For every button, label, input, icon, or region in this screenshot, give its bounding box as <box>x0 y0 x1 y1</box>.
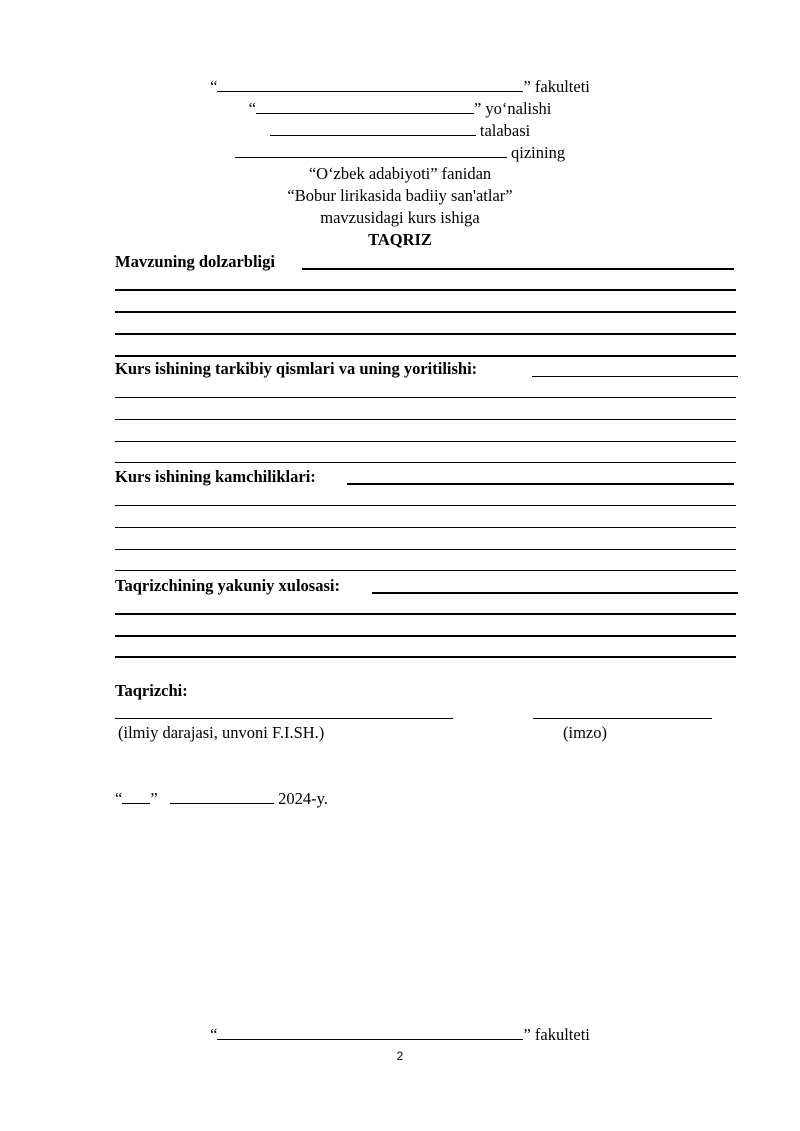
reviewer-label: Taqrizchi: <box>115 681 188 700</box>
month-blank <box>170 789 274 804</box>
section-relevance-line <box>115 333 736 335</box>
day-blank <box>122 789 150 804</box>
student-blank <box>270 121 476 136</box>
subject-line: “O‘zbek adabiyoti” fanidan <box>308 164 492 183</box>
reviewer-signature-line <box>533 718 712 719</box>
topic-line: “Bobur lirikasida badiiy san'atlar” <box>287 186 513 205</box>
reviewer-name-line <box>115 718 453 719</box>
reviewer-signature-caption: (imzo) <box>563 723 607 742</box>
student-name-line: qizining <box>0 143 800 163</box>
section-shortcomings-label: Kurs ishining kamchiliklari: <box>115 467 316 486</box>
section-shortcomings-line <box>115 527 736 528</box>
section-relevance-line <box>115 355 736 357</box>
section-relevance-inline-line <box>302 268 734 270</box>
direction-line: “ ” yo‘nalishi <box>248 99 552 118</box>
student-line: talabasi <box>0 121 800 141</box>
section-conclusion-line <box>115 656 736 658</box>
date-line: “ ” 2024-y. <box>115 789 328 808</box>
section-conclusion-line <box>115 613 736 615</box>
section-relevance-label: Mavzuning dolzarbligi <box>115 252 275 271</box>
section-conclusion-line <box>115 635 736 637</box>
section-conclusion-label: Taqrizchining yakuniy xulosasi: <box>115 576 340 595</box>
section-structure-line <box>115 441 736 442</box>
faculty-blank <box>217 77 523 92</box>
section-shortcomings-line <box>115 549 736 550</box>
footer-faculty-line: “ ” fakulteti <box>210 1025 590 1044</box>
section-shortcomings-line <box>115 505 736 506</box>
student-name-blank <box>235 143 507 158</box>
section-structure-line <box>115 397 736 398</box>
reviewer-name-caption: (ilmiy darajasi, unvoni F.I.SH.) <box>118 723 325 742</box>
footer-faculty-blank <box>217 1025 523 1040</box>
section-structure-inline-line <box>532 376 738 377</box>
direction-blank <box>256 99 474 114</box>
page-number: 2 <box>396 1049 404 1063</box>
section-structure-line <box>115 419 736 420</box>
section-relevance-line <box>115 289 736 291</box>
section-relevance-line <box>115 311 736 313</box>
course-line: mavzusidagi kurs ishiga <box>320 208 480 227</box>
section-structure-label: Kurs ishining tarkibiy qismlari va uning yoritilishi: <box>115 359 478 378</box>
section-shortcomings-inline-line <box>347 483 734 485</box>
section-conclusion-inline-line <box>372 592 738 594</box>
document-title: TAQRIZ <box>368 230 432 249</box>
section-shortcomings-line <box>115 570 736 571</box>
faculty-line: “ ” fakulteti <box>210 77 590 96</box>
section-structure-line <box>115 462 736 463</box>
